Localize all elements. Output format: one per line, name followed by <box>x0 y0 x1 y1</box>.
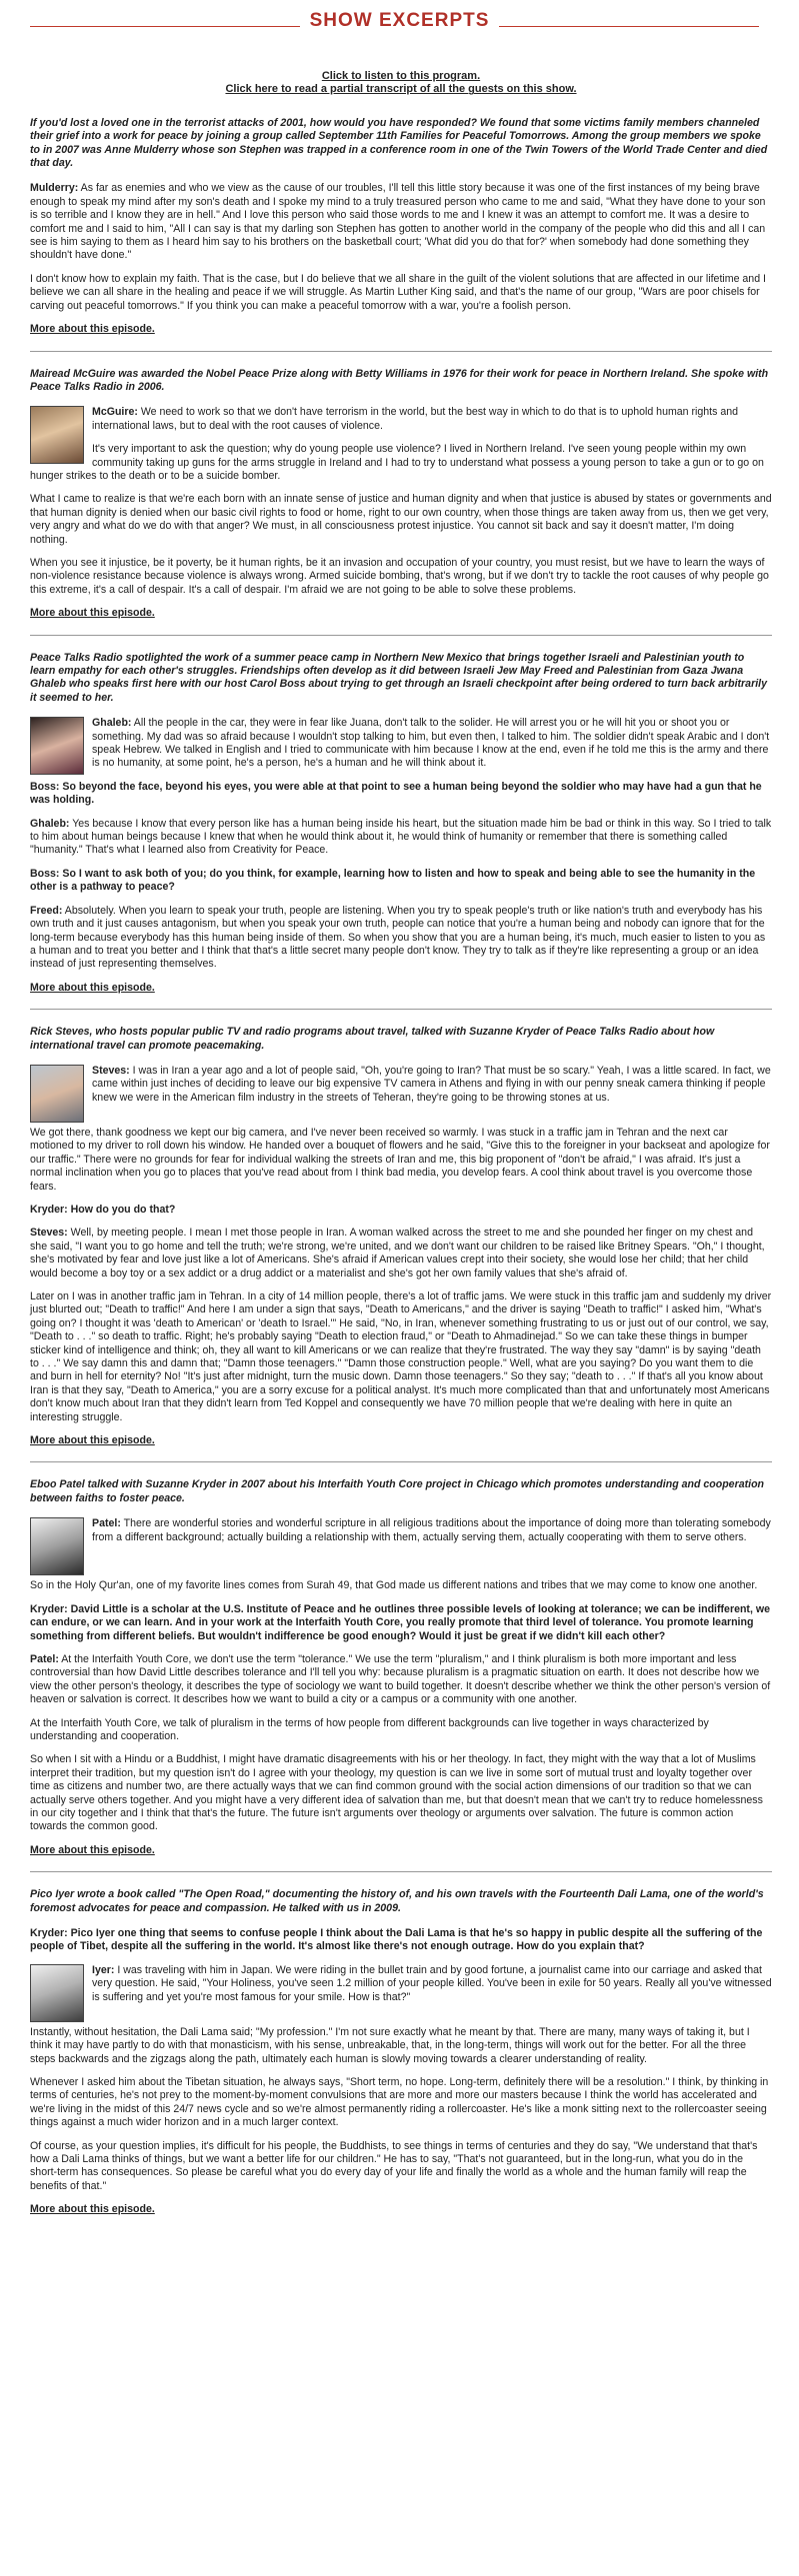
mcguire-photo <box>30 406 84 464</box>
excerpt-steves <box>30 1026 772 1447</box>
excerpt-iyer <box>30 1888 772 2217</box>
excerpt-paragraph: When you see it injustice, be it poverty, be it human rights, be it an invasion and occupation of your country, you must resist, but we have to learn the ways of non-violence resistance because violence is always wrong. Armed suicide bombing, that's wrong, but if we don't try to tackle the root causes of why people go this extreme, it's a call of despair. It's a call of despair. I'm afraid we are not going to be able to solve these problems. <box>30 556 769 596</box>
excerpt-paragraph: Of course, as your question implies, it's difficult for his people, the Buddhists, to see things in terms of centuries and they do say, "We understand that that's how a Dali Lama thinks of things, but we want a better life for our children." He has to say, "That's not guaranteed, but in the long-run, what you do in the short-term has consequences. So please be careful what you do every day of your life and finally the world as a whole and the human family will reap the benefits of that." <box>30 2139 758 2192</box>
speaker-label: Ghaleb: <box>92 717 132 730</box>
more-about-episode-link[interactable]: More about this episode. <box>30 2203 155 2216</box>
interviewer-question: Boss: So beyond the face, beyond his eyes, you were able at that point to see a human being beyond the soldier who may have had a gun that he was holding. <box>30 780 762 807</box>
speaker-label: Freed: <box>30 904 63 917</box>
excerpt-paragraph: Steves: Well, by meeting people. I mean I met those people in Iran. A woman walked across the street to me and she pounded her finger on my chest and she said, "I want you to go home and tell the truth; we're strong, we're united, and we don't want our children to be raised like Britney Spears. "Oh," I thought, she's motivated by fear and love just like a lot of Americans. She's afraid if American values crept into their society, she would lose her child; that her child would become a boy toy or a sex addict or a drug addict or a materialist and she's got her own family values that she's afraid of. <box>30 1227 765 1280</box>
excerpt-paragraph: What I came to realize is that we're each born with an innate sense of justice and human dignity and when that justice is abused by states or governments and that human dignity is denied when our basic civil rights to food or home, right to our own country, when those things are taken away from us, then we get very, very angry and what do we do with that anger? We must, in all consciousness protest injustice. You cannot sit back and say it doesn't matter, I'm doing nothing. <box>30 493 772 546</box>
excerpt-paragraph: Patel: At the Interfaith Youth Core, we don't use the term "tolerance." We use the term "pluralism," and I think pluralism is both more important and less controversial than how David Little describes tolerance and I'll tell you why: because pluralism is a pragmatic situation on earth. It does not describe how we view the other person's theology, it describes the type of sociology we want to build together. It doesn't describe whether we think the other person's version of heaven or salvation is correct. It describes how we want to build a city or a campus or a community with one another. <box>30 1652 771 1706</box>
more-about-episode-link[interactable]: More about this episode. <box>30 1434 155 1447</box>
excerpt-paragraph: I don't know how to explain my faith. That is the case, but I do believe that we all share in the guilt of the violent solutions that are affected in our lifetime and I believe we can all share in the healing and peace if we will struggle. As Martin Luther King said, and that's the name of our group, "Wars are poor chisels for carving out peaceful tomorrows." If you think you can make a peaceful tomorrow with a war, you're a foolish person. <box>30 272 766 312</box>
excerpt-patel <box>30 1478 772 1857</box>
patel-photo <box>30 1517 84 1575</box>
excerpt-paragraph: Whenever I asked him about the Tibetan situation, he always says, "Short term, no hope. Long-term, definitely there will be a resolution." I think, by thinking in terms of centuries, he's not prey to the moment-by-moment convulsions that are more and more our masters because I think the world has accelerated and we're living in the midst of this 24/7 news cycle and so we're almost permanently riding a rollercoaster. He's like a monk sitting next to the rollercoaster seeing things against a much wider horizon and in a much larger context. <box>30 2076 769 2129</box>
excerpt-mulderry <box>30 117 772 337</box>
page-title: SHOW EXCERPTS <box>0 10 799 32</box>
section-divider <box>30 351 772 352</box>
speaker-label: Steves: <box>30 1227 68 1240</box>
more-about-episode-link[interactable]: More about this episode. <box>30 1843 155 1856</box>
speaker-label: Patel: <box>30 1652 59 1665</box>
page-header <box>0 0 799 42</box>
excerpt-paragraph: Steves: I was in Iran a year ago and a lot of people said, "Oh, you're going to Iran? That must be so scary." Yeah, I was a little scared. In fact, we came within just inches of deciding to leave our big expensive TV camera in Athens and flying in with our penny sneak camera thinking if people knew we were in the American film industry in the streets of Teheran, they're going to be throwing stones at us. <box>92 1064 771 1104</box>
listen-link[interactable]: Click to listen to this program. <box>321 70 481 82</box>
excerpts-content <box>30 70 772 2231</box>
more-about-episode-link[interactable]: More about this episode. <box>30 607 155 620</box>
section-divider <box>30 1461 772 1462</box>
excerpt-paragraph: Instantly, without hesitation, the Dali Lama said; "My profession." I'm not sure exactly what he meant by that. There are many, many ways of taking it, but I think it may have partly to do with that monasticism, with his sense, unbreakable, that, in the long-term, things will work out for the better. For all the three steps backwards and the zigzags along the path, ultimately each human is slowly moving towards a clearer understanding of reality. <box>30 2025 750 2065</box>
program-links <box>30 70 772 97</box>
excerpt-paragraph: Patel: There are wonderful stories and wonderful scripture in all religious traditions about the importance of doing more than tolerating somebody from a different background; actually building a relationship with them, actually serving them, actually cooperating with them to serve others. <box>92 1517 771 1543</box>
section-divider <box>30 635 772 636</box>
excerpt-paragraph: Freed: Absolutely. When you learn to speak your truth, people are listening. When you try to speak people's truth or like nation's truth and everybody has his own truth and it just causes antagonism, but when you speak your own truth, people can notice that you're a human being and nobody can ignore that for the long-term because everybody has this human being inside of them. So when you show that you are a human being, it's much, much easier to listen to you as a human and to treat you better and I think that that's a little secret many people don't know. They try to talk as if they're like representing a group or an idea instead of just representing themselves. <box>30 904 766 971</box>
more-about-episode-link[interactable]: More about this episode. <box>30 981 155 994</box>
excerpt-intro: Eboo Patel talked with Suzanne Kryder in 2007 about his Interfaith Youth Core project in Chicago which promotes understanding and cooperation between faiths to foster peace. <box>30 1478 765 1504</box>
ghaleb-photo <box>30 717 84 775</box>
excerpt-intro: Pico Iyer wrote a book called "The Open Road," documenting the history of, and his own travels with the Fourteenth Dali Lama, one of the world's foremost advocates for peace and compassion. He talked with us in 2009. <box>30 1888 764 1914</box>
interviewer-question: Boss: So I want to ask both of you; do you think, for example, learning how to listen and how to speak and being able to see the humanity in the other is a pathway to peace? <box>30 867 756 894</box>
excerpt-paragraph: McGuire: We need to work so that we don't have terrorism in the world, but the best way in which to do that is to uphold human rights and international laws, but to deal with the root causes of violence. <box>92 406 739 432</box>
more-about-episode-link[interactable]: More about this episode. <box>30 323 155 336</box>
excerpt-paragraph: Iyer: I was traveling with him in Japan. We were riding in the bullet train and by good fortune, a journalist came into our carriage and asked that very question. He said, "Your Holiness, you've seen 1.2 million of your people killed. You've been in exile for 50 years. Really all you've witnessed is suffering and yet you're most famous for your smile. How is that?" <box>92 1963 772 2003</box>
speaker-label: Iyer: <box>92 1963 115 1976</box>
speaker-label: Mulderry: <box>30 182 79 195</box>
excerpt-paragraph: At the Interfaith Youth Core, we talk of pluralism in the terms of how people from different backgrounds can live together in ways characterized by understanding and cooperation. <box>30 1716 709 1742</box>
excerpt-intro: Mairead McGuire was awarded the Nobel Peace Prize along with Betty Williams in 1976 for their work for peace in Northern Ireland. She spoke with Peace Talks Radio in 2006. <box>30 367 769 393</box>
excerpt-paragraph: So when I sit with a Hindu or a Buddhist, I might have dramatic disagreements with his or her theology. In fact, they might with the way that a lot of Muslims interpret their tradition, but my question isn't do I agree with your theology, my question is can we live in some sort of mutual trust and loyalty together over time as citizens and number two, are there actually ways that we can find common ground with the social action dimensions of our tradition so that we can actually serve others together. And you might have a very different idea of salvation than me, but that doesn't mean that we can't try to reduce homelessness in our city together and I think that that's the future. The future isn't arguments over theology or arguments over salvation. The future is common action towards the common good. <box>30 1753 763 1833</box>
excerpt-paragraph: Ghaleb: Yes because I know that every person like has a human being inside his heart, but the situation made him be bad or think in this way. So I tried to talk to him about human beings because I knew that when he would think about it, he would think of humanity or remember that there is something called "humanity." That's what I learned also from Creativity for Peace. <box>30 817 772 857</box>
excerpt-intro: Rick Steves, who hosts popular public TV and radio programs about travel, talked with Suzanne Kryder of Peace Talks Radio about how international travel can promote peacemaking. <box>30 1026 715 1052</box>
excerpt-ghaleb-freed <box>30 652 772 996</box>
steves-photo <box>30 1065 84 1123</box>
iyer-photo <box>30 1964 84 2022</box>
excerpt-paragraph: Mulderry: As far as enemies and who we view as the cause of our troubles, I'll tell this little story because it was one of the first instances of my being brave enough to speak my mind after my son's death and I spoke my mind to a truly treasured person who came to me and said, "What they have done to your son is so terrible and I know they are in hell." And I love this person who said those words to me and I knew it was an attempt to comfort me. It was a desire to comfort me and I said to him, "All I can say is that my darling son Stephen has gotten to another world in the company of the people who did this and all I can see is him saying to them as I heard him say to his brothers on the basketball court; 'What did you do that for?' when somebody had done something they shouldn't have done." <box>30 182 766 262</box>
transcript-link[interactable]: Click here to read a partial transcript of all the guests on this show. <box>225 83 577 96</box>
excerpt-intro: If you'd lost a loved one in the terrorist attacks of 2001, how would you have responded? We found that some victims family members channeled their grief into a work for peace by joining a group called September 11th Families for Peaceful Tomorrows. Among the group members we spoke to in 2007 was Anne Mulderry whose son Stephen was trapped in a conference room in one of the Twin Towers of the World Trade Center and died that day. <box>30 116 768 170</box>
speaker-label: McGuire: <box>92 406 138 419</box>
excerpt-mcguire <box>30 368 772 621</box>
excerpt-paragraph: Later on I was in another traffic jam in Tehran. In a city of 14 million people, there's a lot of traffic jams. We were stuck in this traffic jam and suddenly my driver just blurted out; "Death to traffic!" And here I am under a sign that says, "Death to Americans," and the driver is saying "Death to traffic!" I asked him, "What's going on? I thought it was 'death to American' or 'death to Israel.'" He said, "No, in Iran, whenever something frustrating to us or just out of our control, we say, "Death to . . ." so death to traffic. Right; he's probably saying "Death to election fraud," or "Death to Ahmadinejad." So we can take these things in bumper sticker kind of intelligence and think; oh, they all want to kill Americans or we can realize that they're frustrated. The way they say "damn" is by saying "death to . . ." We say damn this and damn that; "Damn those teenagers." "Damn those construction people." Well, what are you saying? Do you want them to die and burn in hell for eternity? No! "It's just after midnight, turn the music down. Damn those teenagers." So they say; "death to . . ." If that's all you know about Iran is that they say, "Death to America," you are a sorry excuse for a political analyst. It's much more complicated than that and unfortunately most Americans don't know much about Iran that they didn't learn from Ted Koppel and consequently we have 70 million people that we're dealing with here in quite an interesting struggle. <box>30 1290 772 1423</box>
excerpt-paragraph: We got there, thank goodness we kept our big camera, and I've never been received so warmly. I was stuck in a traffic jam in Tehran and the next car motioned to my driver to roll down his window. He handed over a bouquet of flowers and he said, "Give this to the foreigner in your backseat and apologize for our traffic." There were no grounds for fear for individual walking the streets of Iran and me, this big proponent of "don't be afraid," I was afraid. It's just a normal inclination when you go to places that you've read about from I think bad media, you develop fears. A cool think about travel is you overcome those fears. <box>30 1126 770 1193</box>
speaker-label: Steves: <box>92 1064 130 1077</box>
speaker-label: Ghaleb: <box>30 817 70 830</box>
excerpt-intro: Peace Talks Radio spotlighted the work of a summer peace camp in Northern New Mexico that brings together Israeli and Palestinian youth to learn empathy for each other's struggles. Friendships often develop as it did between Israeli Jew May Freed and Palestinian from Gaza Jwana Ghaleb who speaks first here with our host Carol Boss about trying to get through an Israeli checkpoint after being ordered to turn back arbitrarily it seemed to her. <box>30 651 767 704</box>
section-divider <box>30 1871 772 1872</box>
section-divider <box>30 1009 772 1010</box>
interviewer-question: Kryder: David Little is a scholar at the U.S. Institute of Peace and he outlines three possible levels of looking at tolerance; we can be indifferent, we can endure, or we can learn. And in your work at the Interfaith Youth Core, you really promote that third level of tolerance. You promote learning something from different beliefs. But wouldn't indifference be good enough? Would it just be great if we didn't kill each other? <box>30 1602 770 1642</box>
excerpt-paragraph: So in the Holy Qur'an, one of my favorite lines comes from Surah 49, that God made us different nations and tribes that we may come to know one another. <box>30 1579 758 1592</box>
excerpt-paragraph: Ghaleb: All the people in the car, they were in fear like Juana, don't talk to the solider. He will arrest you or he will hit you or shoot you or something. My dad was so afraid because I wouldn't stop talking to him, but even then, I talked to him. The soldier didn't speak Arabic and I don't speak Hebrew. We talked in English and I tried to communicate with him because I know at the end, even if he told me this is the army and there is no humanity, at some point, he's a person, he's a human and he will think about it. <box>92 717 770 770</box>
interviewer-question: Kryder: Pico Iyer one thing that seems to confuse people I think about the Dali Lama is that he's so happy in public despite all the suffering of the people of Tibet, despite all the suffering in the world. It's almost like there's not enough outrage. How do you explain that? <box>30 1927 763 1953</box>
interviewer-question: Kryder: How do you do that? <box>30 1203 176 1216</box>
speaker-label: Patel: <box>92 1517 121 1530</box>
excerpt-paragraph: It's very important to ask the question; why do young people use violence? I lived in Northern Ireland. I've seen young people within my own community taking up guns for the arms struggle in Ireland and I had to try to understand what possess a young person to take a gun or to go on hunger strikes to the death or to be a suicide bomber. <box>30 443 764 482</box>
